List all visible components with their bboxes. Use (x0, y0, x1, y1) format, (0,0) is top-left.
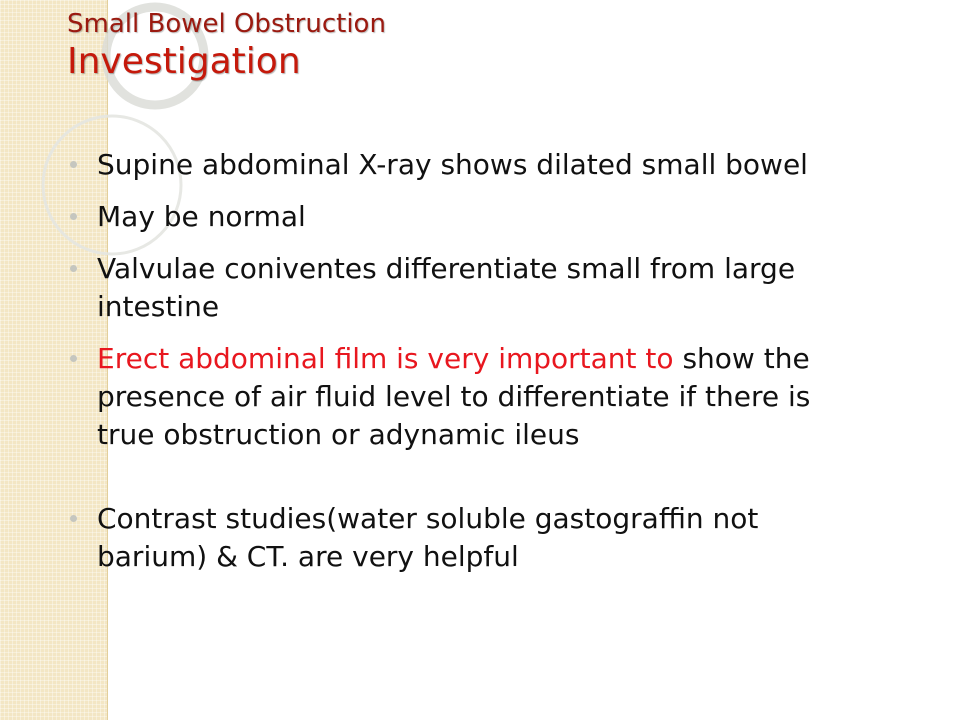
bullet-text: Contrast studies(water soluble gastograffin not barium) & CT. are very helpful (97, 502, 759, 573)
bullet-dot-icon (70, 515, 77, 522)
slide-subtitle: Small Bowel Obstruction (67, 9, 386, 39)
bullet-text: May be normal (97, 200, 306, 233)
bullet-item (70, 146, 850, 184)
bullet-highlight-text: Erect abdominal film is very important to (97, 342, 674, 375)
bullet-text: show the presence of air fluid level to differentiate if there is true obstruction or adynamic ileus (97, 342, 811, 451)
bullet-item (70, 500, 850, 576)
bullet-dot-icon (70, 265, 77, 272)
bullet-list (70, 146, 850, 590)
title-block (67, 8, 386, 84)
bullet-dot-icon (70, 213, 77, 220)
bullet-item (70, 198, 850, 236)
slide-title: Investigation (67, 41, 301, 82)
bullet-item (70, 340, 850, 454)
bullet-item (70, 250, 850, 326)
bullet-text: Supine abdominal X-ray shows dilated small bowel (97, 148, 808, 181)
bullet-dot-icon (70, 161, 77, 168)
bullet-dot-icon (70, 355, 77, 362)
bullet-text: Valvulae coniventes differentiate small from large intestine (97, 252, 796, 323)
